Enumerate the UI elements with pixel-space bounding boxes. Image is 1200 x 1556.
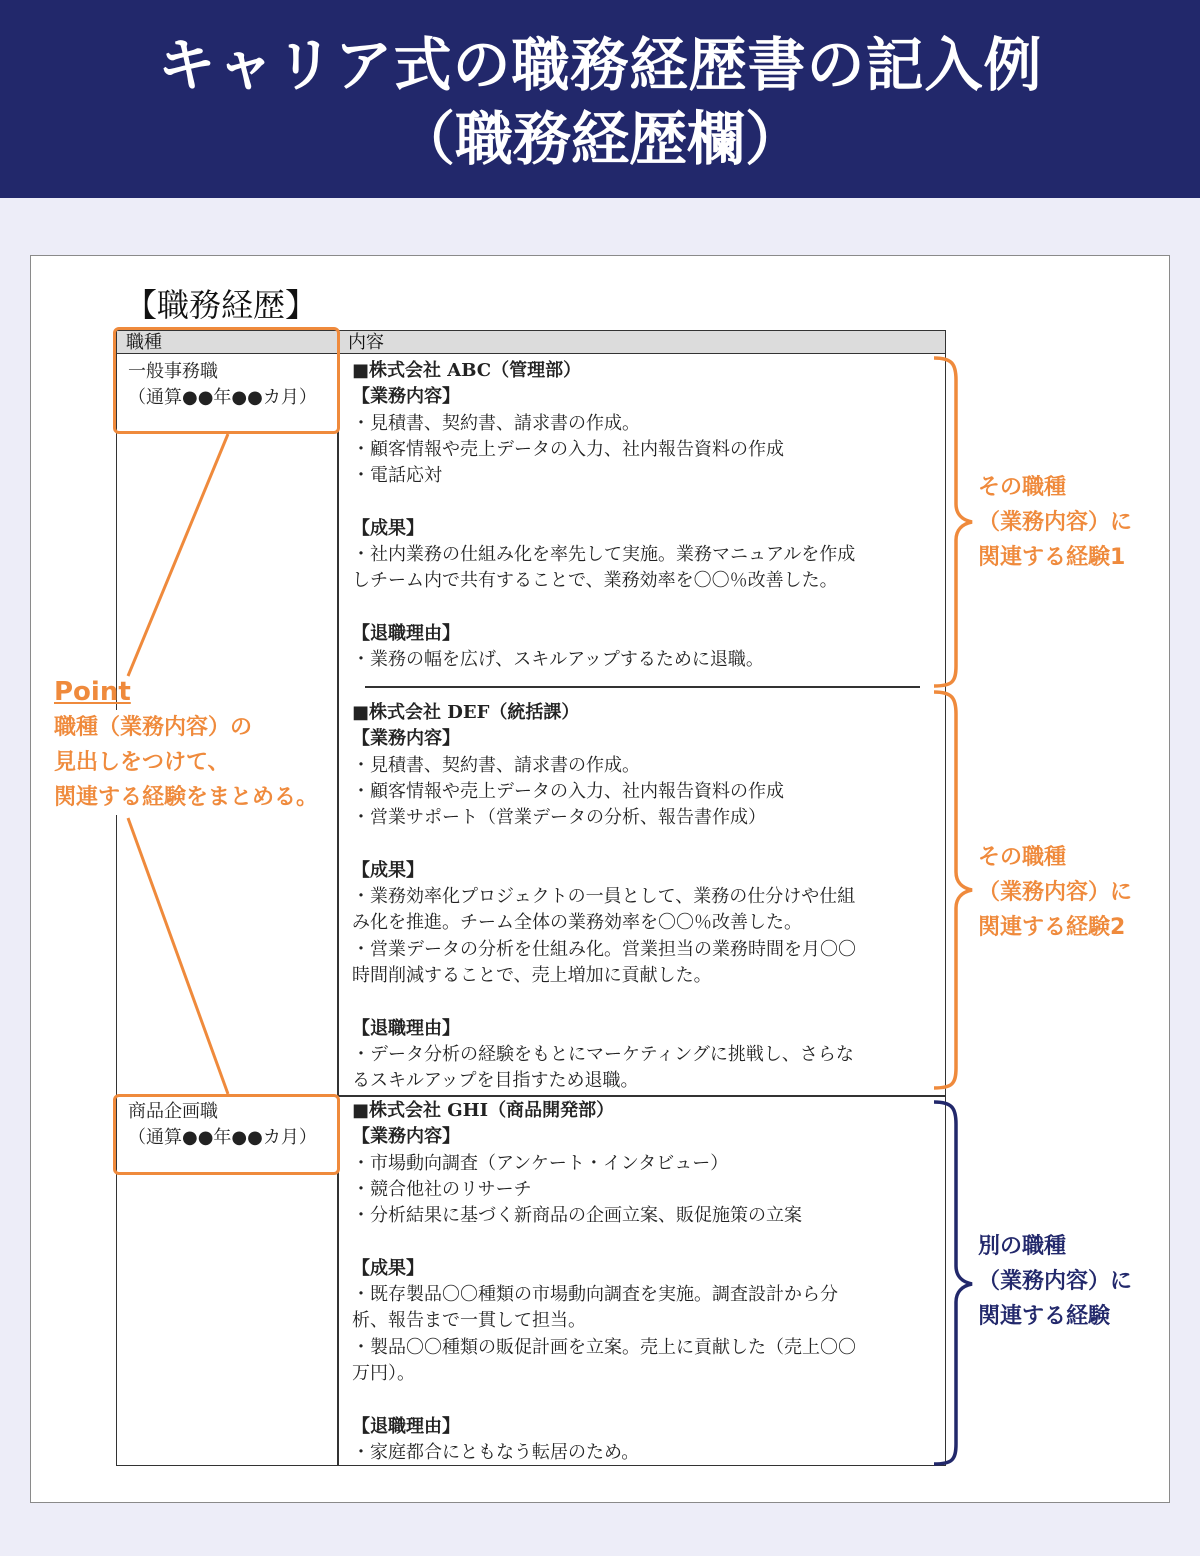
page-title-line1: キャリア式の職務経歴書の記入例 (157, 31, 1043, 99)
result-item: ・営業データの分析を仕組み化。営業担当の業務時間を月〇〇 (352, 938, 856, 960)
duty-item: ・見積書、契約書、請求書の作成。 (352, 754, 640, 776)
duties-heading: 【業務内容】 (352, 728, 460, 750)
result-item: ・既存製品〇〇種類の市場動向調査を実施。調査設計から分 (352, 1284, 838, 1306)
reason-heading: 【退職理由】 (352, 622, 460, 644)
reason-item: るスキルアップを目指すため退職。 (352, 1070, 639, 1092)
bracket-experience-3 (934, 1102, 972, 1464)
company-name: ■株式会社 DEF（統括課） (352, 702, 580, 723)
bracket-label-line: 別の職種 (978, 1234, 1067, 1259)
bracket-label-3 (978, 1229, 1132, 1334)
column-header-job-type: 職種 (126, 332, 162, 353)
results-heading: 【成果】 (352, 517, 424, 539)
duty-item: ・顧客情報や売上データの入力、社内報告資料の作成 (352, 780, 784, 802)
duty-item: ・分析結果に基づく新商品の企画立案、販促施策の立案 (352, 1205, 802, 1227)
reason-item: ・家庭都合にともなう転居のため。 (352, 1441, 640, 1463)
document-title: 【職務経歴】 (125, 286, 318, 324)
duty-item: ・営業サポート（営業データの分析、報告書作成） (352, 807, 766, 829)
result-item: ・製品〇〇種類の販促計画を立案。売上に貢献した（売上〇〇 (352, 1336, 856, 1358)
results-heading: 【成果】 (352, 1257, 424, 1279)
point-heading: Point (54, 677, 131, 707)
duty-item: ・競合他社のリサーチ (352, 1178, 532, 1200)
point-line: 見出しをつけて、 (54, 745, 318, 780)
reason-heading: 【退職理由】 (352, 1017, 460, 1039)
bracket-label-2 (978, 840, 1132, 945)
results-heading: 【成果】 (352, 859, 424, 881)
job-type-1: 一般事務職 (128, 361, 218, 382)
bracket-experience-2 (934, 692, 972, 1088)
bracket-label-line: その職種 (978, 475, 1067, 500)
job-period-1: （通算●●年●●カ月） (128, 387, 317, 408)
company-name: ■株式会社 GHI（商品開発部） (352, 1100, 615, 1121)
connector-line-bottom (128, 818, 228, 1094)
bracket-label-line: （業務内容）に (978, 1269, 1133, 1294)
bracket-label-line: 関連する経験2 (978, 915, 1126, 940)
connector-line-top (128, 434, 228, 676)
point-annotation (54, 675, 318, 815)
bracket-label-line: 関連する経験 (978, 1304, 1111, 1329)
job-period-2: （通算●●年●●カ月） (128, 1127, 317, 1148)
bracket-label-line: （業務内容）に (978, 880, 1133, 905)
duty-item: ・電話応対 (352, 465, 442, 487)
point-line: 関連する経験をまとめる。 (54, 780, 318, 815)
page-title-line2: （職務経歴欄） (396, 105, 803, 173)
result-item: み化を推進。チーム全体の業務効率を〇〇％改善した。 (352, 912, 802, 934)
result-item: 析、報告まで一貫して担当。 (352, 1310, 586, 1332)
duty-item: ・市場動向調査（アンケート・インタビュー） (352, 1152, 729, 1174)
duty-item: ・顧客情報や売上データの入力、社内報告資料の作成 (352, 438, 784, 460)
bracket-label-line: （業務内容）に (978, 510, 1133, 535)
point-line: 職種（業務内容）の (54, 710, 318, 745)
bracket-experience-1 (934, 358, 972, 686)
result-item: 万円）。 (352, 1362, 415, 1384)
result-item: 時間削減することで、売上増加に貢献した。 (352, 964, 712, 986)
reason-item: ・データ分析の経験をもとにマーケティングに挑戦し、さらな (352, 1043, 854, 1065)
duties-heading: 【業務内容】 (352, 1126, 460, 1148)
bracket-label-1 (978, 470, 1132, 575)
company-name: ■株式会社 ABC（管理部） (352, 360, 582, 381)
reason-heading: 【退職理由】 (352, 1415, 460, 1437)
duties-heading: 【業務内容】 (352, 386, 460, 408)
result-item: しチーム内で共有することで、業務効率を〇〇％改善した。 (352, 570, 838, 592)
bracket-label-line: その職種 (978, 845, 1067, 870)
job-type-2: 商品企画職 (128, 1101, 218, 1122)
result-item: ・業務効率化プロジェクトの一員として、業務の仕分けや仕組 (352, 886, 856, 908)
column-header-content: 内容 (348, 332, 384, 353)
result-item: ・社内業務の仕組み化を率先して実施。業務マニュアルを作成 (352, 544, 856, 566)
bracket-label-line: 関連する経験1 (978, 545, 1126, 570)
reason-item: ・業務の幅を広げ、スキルアップするために退職。 (352, 649, 764, 671)
duty-item: ・見積書、契約書、請求書の作成。 (352, 412, 640, 434)
